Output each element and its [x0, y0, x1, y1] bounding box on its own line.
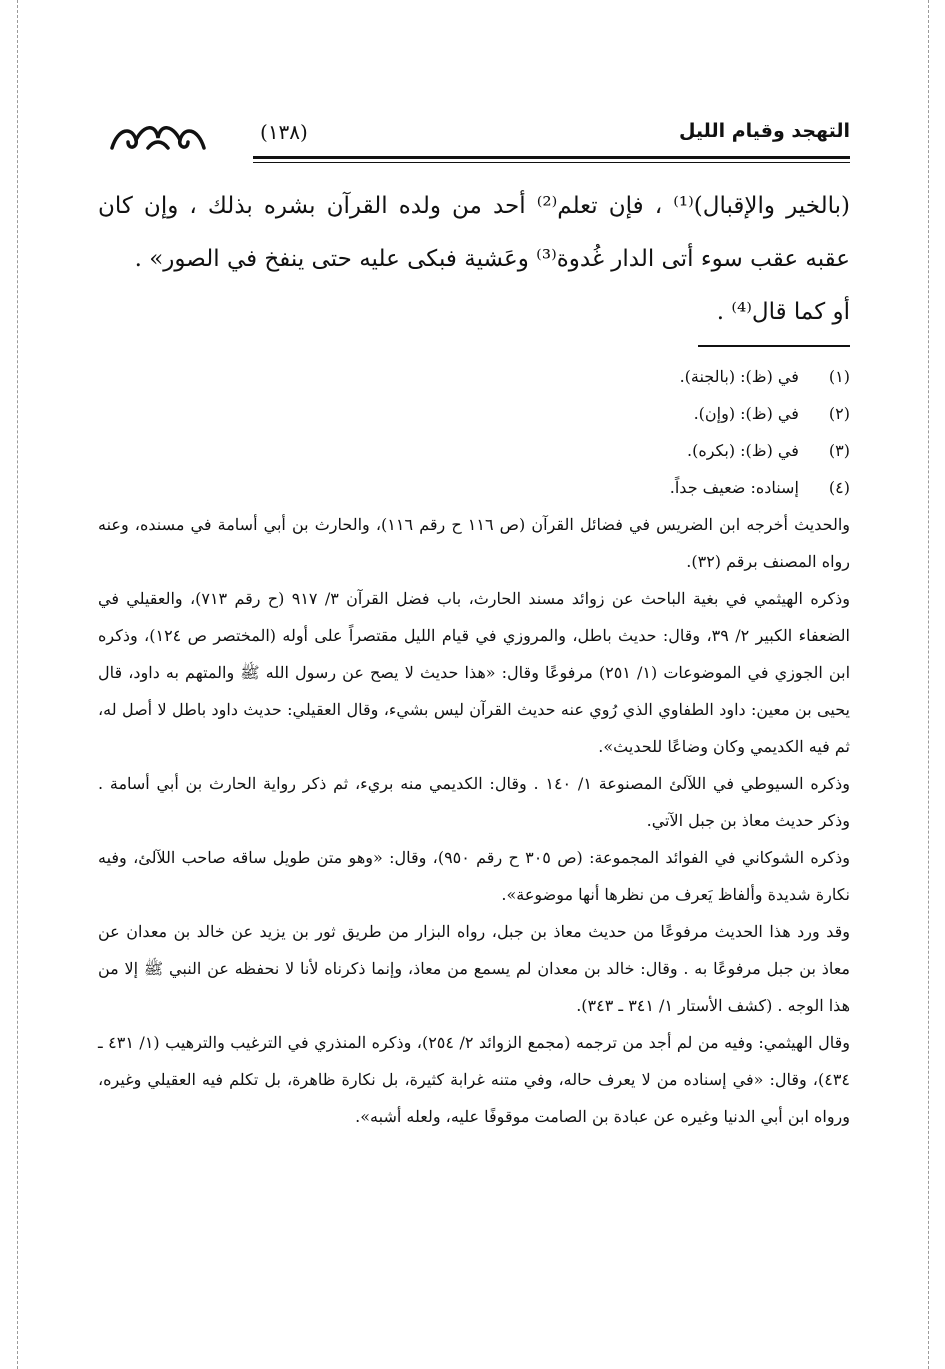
page-header [98, 110, 850, 170]
header-rule-thin [253, 162, 850, 163]
decorative-ornament-icon [108, 118, 208, 162]
running-title: التهجد وقيام الليل [678, 120, 850, 142]
footnote-text: في (ظ): (بالجنة). [679, 367, 799, 386]
body-paragraph: أو كما قال⁽⁴⁾ . [716, 299, 850, 325]
left-margin-guide [17, 0, 18, 1369]
footnote-item [98, 469, 850, 506]
page-number: (١٣٨) [260, 120, 308, 144]
footnote-number: (٢) [828, 404, 850, 423]
footnote-paragraph: وذكره الشوكاني في الفوائد المجموعة: (ص ٣٠٥ ح رقم ٩٥٠)، وقال: «وهو متن طويل ساقه صاحب اللآلئ، وفيه نكارة شديدة وألفاظ يَعرف من نظرها أنها موضوعة». [98, 848, 851, 904]
footnote-paragraph: وذكره السيوطي في اللآلئ المصنوعة ١/ ١٤٠ . وقال: الكديمي منه بريء، ثم ذكر رواية الحارث بن أبي أسامة . وذكر حديث معاذ بن جبل الآتي. [98, 774, 851, 830]
main-body-text [98, 180, 850, 339]
footnote-paragraph: وقد ورد هذا الحديث مرفوعًا من حديث معاذ بن جبل، رواه البزار من طريق ثور بن يزيد عن خالد بن معدان عن معاذ بن جبل مرفوعًا به . وقال: خالد بن معدان لم يسمع من معاذ، وإنما ذكرناه لأنا لا نحفظه عن النبي ﷺ إلا من هذا الوجه . (كشف الأستار ١/ ٣٤١ ـ ٣٤٣). [98, 922, 851, 1015]
footnote-text: إسناده: ضعيف جداً. [669, 478, 799, 497]
footnote-number: (٤) [828, 478, 850, 497]
footnote-paragraph: وقال الهيثمي: وفيه من لم أجد من ترجمه (مجمع الزوائد ٢/ ٢٥٤)، وذكره المنذري في الترغيب والترهيب (١/ ٤٣١ ـ ٤٣٤)، وقال: «في إسناده من لا يعرف حاله، وفي متنه غرابة كثيرة، بل نكارة ظاهرة، بل تكلم فيه العقيلي وغيره، ورواه ابن أبي الدنيا وغيره عن عبادة بن الصامت موقوفًا عليه، ولعله أشبه». [98, 1033, 851, 1126]
footnote-separator [698, 345, 850, 347]
footnote-item [98, 358, 850, 395]
footnote-item [98, 395, 850, 432]
footnote-text: في (ظ): (وإن). [693, 404, 799, 423]
right-margin-guide [928, 0, 929, 1369]
footnote-number: (١) [828, 367, 850, 386]
footnote-item [98, 432, 850, 469]
body-paragraph: (بالخير والإقبال)⁽¹⁾ ، فإن تعلم⁽²⁾ أحد من ولده القرآن بشره بذلك ، وإن كان عقبه عقب سوء أتى الدار غُدوة⁽³⁾ وعَشية فبكى عليه حتى ينفخ في الصور» . [98, 193, 850, 272]
footnote-paragraph: والحديث أخرجه ابن الضريس في فضائل القرآن (ص ١١٦ ح رقم ١١٦)، والحارث بن أبي أسامة في مسنده، وعنه رواه المصنف برقم (٣٢). [98, 515, 850, 571]
header-rule-thick [253, 156, 850, 159]
footnote-text: في (ظ): (بكره). [687, 441, 799, 460]
footnotes [98, 358, 850, 1135]
footnote-number: (٣) [828, 441, 850, 460]
footnote-paragraph: وذكره الهيثمي في بغية الباحث عن زوائد مسند الحارث، باب فضل القرآن ٣/ ٩١٧ (ح رقم ٧١٣)، والعقيلي في الضعفاء الكبير ٢/ ٣٩، وقال: حديث باطل، والمروزي في قيام الليل مقتصراً على أوله (المختصر ص ١٢٤)، وذكره ابن الجوزي في الموضوعات (١/ ٢٥١) مرفوعًا وقال: «هذا حديث لا يصح عن رسول الله ﷺ والمتهم به داود، قال يحيى بن معين: داود الطفاوي الذي رُوي عنه حديث القرآن ليس بشيء، وقال العقيلي: حديث داود باطل لا أصل له، ثم فيه الكديمي وكان وضاعًا للحديث». [98, 589, 851, 756]
book-page [98, 0, 850, 1369]
